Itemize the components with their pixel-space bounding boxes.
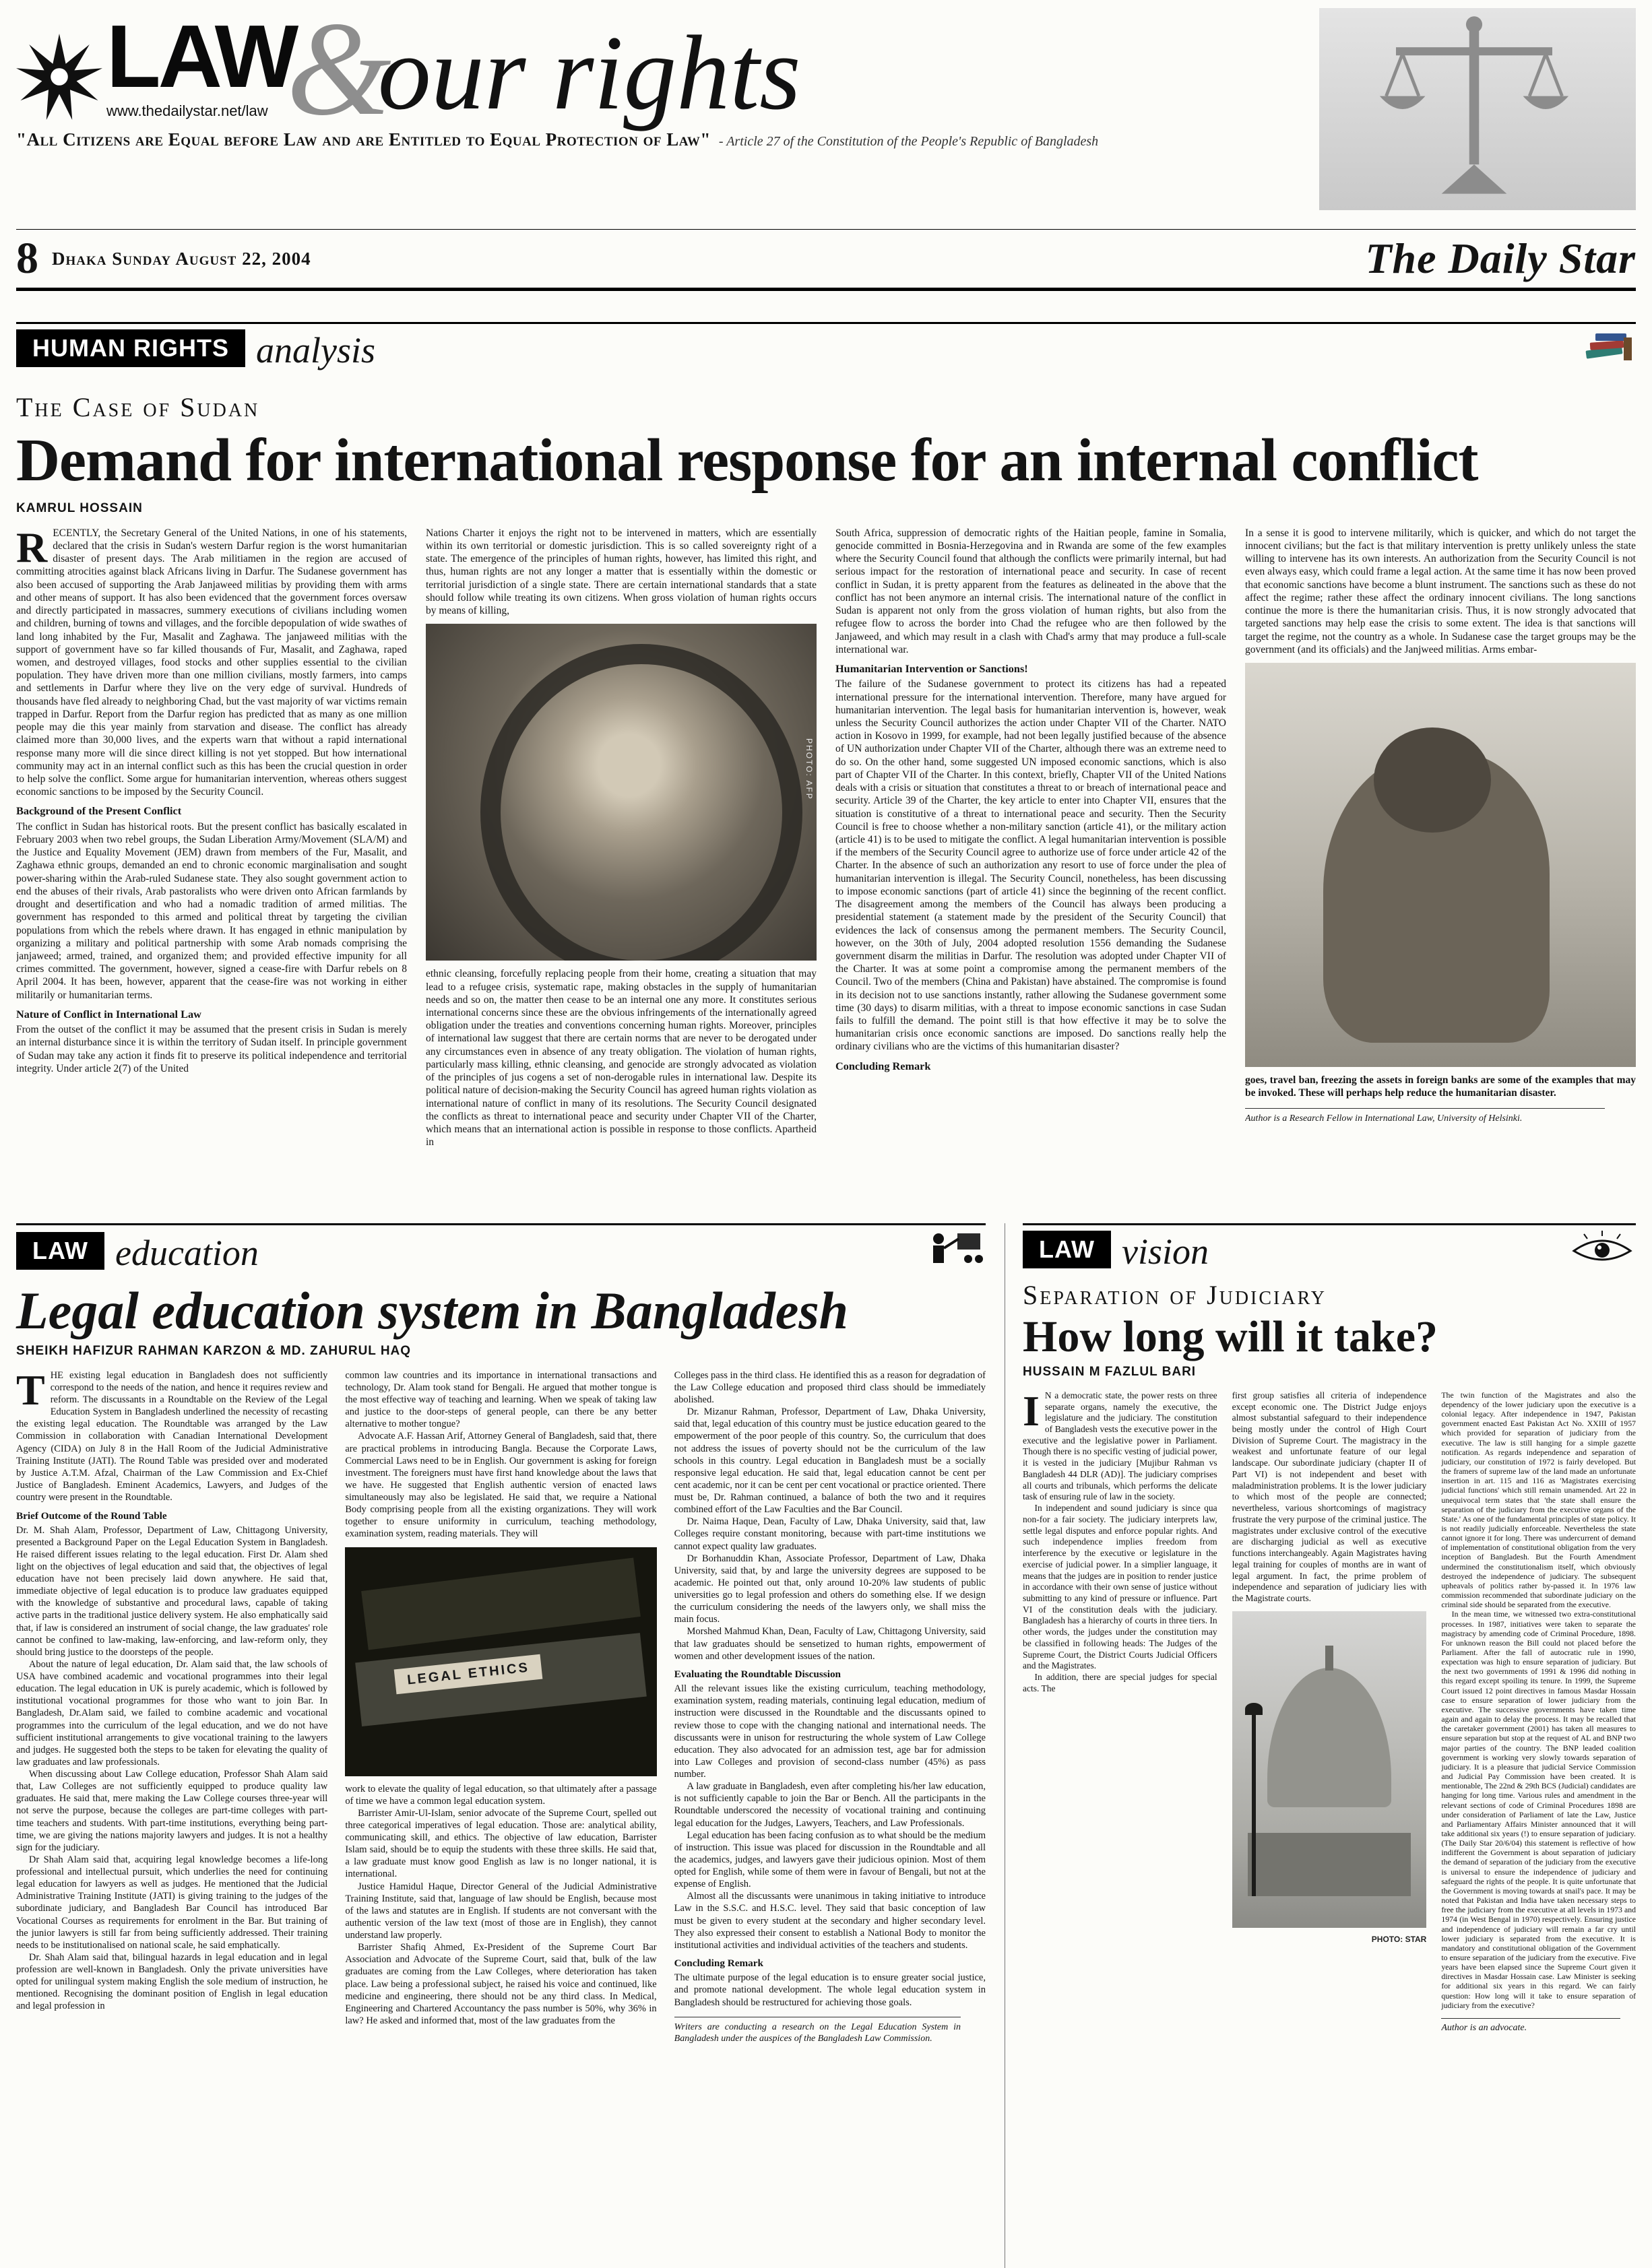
body-paragraph: Dr. Shah Alam said that, bilingual hazards in legal education and in legal profession are well-known in Bangladesh. Only the private universities have opted for unilingual system making English the sole medium of instruction, he mentioned. Recognising the dominant position of English in legal education and legal profession in: [16, 1951, 328, 2012]
education-column-1: [16, 1369, 327, 2238]
body-paragraph: In addition, there are special judges for special acts. The: [1023, 1672, 1217, 1693]
subhead: Concluding Remark: [674, 1957, 763, 1970]
section-bar-vision: [1023, 1223, 1636, 1272]
vision-headline: How long will it take?: [1023, 1311, 1438, 1361]
section-bar-education: [16, 1223, 986, 1274]
court-dome: [1267, 1668, 1392, 1807]
body-paragraph: A law graduate in Bangladesh, even after completing his/her law education, is not sufficiently capable to join the Bar or Bench. All the participants in the Roundtable underscored the necessity of vocational training and continuing legal education for the Judges, Lawyers, Teachers, and Law Professionals.: [674, 1781, 986, 1829]
section-script-label: analysis: [255, 330, 375, 371]
body-paragraph: IN a democratic state, the power rests on three separate organs, namely the executive, the legislature and the judiciary. The constitution of Bangladesh vests the executive power in the executive and the legislative power in Parliament. Though there is no specific vesting of judicial power, it is vested in the judiciary [Mujibur Rahman vs Bangladesh 44 DLR (AD)]. The judiciary comprises all courts and tribunals, which performs the delicate task of ensuring rule of law in the society.: [1023, 1390, 1217, 1502]
author-footnote: Author is an advocate.: [1441, 2018, 1620, 2034]
starburst-icon: [16, 34, 102, 120]
body-paragraph: South Africa, suppression of democratic rights of the Haitian people, famine in Somalia, genocide committed in Bosnia-Herzegovina and in Rwanda are some of the few examples where the Security Council found that although the conflicts were primarily internal, but had serious impact for the restoration of international peace and security. In case of recent conflict in Sudan, it is pretty apparent from the features as delineated in the above that the conflict has not been anymore an internal crisis. The international nature of the conflict in Sudan is apparent not only from the gross violation of human rights, but also from the refugee flow to across the border into Chad the refugee who are then followed by the Janjaweed, and which may result in a clash with Chad's army that may produce a full-scale international war.: [835, 527, 1226, 655]
education-columns: [16, 1369, 986, 2238]
law-books-photo: [345, 1547, 656, 1776]
section-label: LAW: [16, 1232, 104, 1270]
article-column-4: [1245, 527, 1636, 1200]
court-base: [1248, 1833, 1411, 1896]
lamppost: [1252, 1712, 1256, 1896]
body-paragraph: The ultimate purpose of the legal education is to ensure greater social justice, and promote national development. The whole legal education system in Bangladesh should be restructured for achieving those goals.: [674, 1972, 986, 2008]
writers-footnote: Writers are conducting a research on the Legal Education System in Bangladesh under the auspices of the Bangladesh Law Commission.: [674, 2017, 961, 2045]
article-columns: [16, 527, 1636, 1200]
body-paragraph: THE existing legal education in Bangladesh does not sufficiently correspond to the needs of the nation, and hence it requires review and reform. The discussants in a Roundtable on the Review of the Legal Education System in Bangladesh underlined the necessity of recasting the existing legal education. The Roundtable was arranged by the Law Commission in collaboration with Canadian International Development Agency (CIDA) on July 8 in the Hall Room of the Judicial Administrative Training Institute (JATI). The Round Table was presided over and moderated by Justice A.T.M. Afzal, Chairman of the Law Commission and Ex-Chief Justice of Bangladesh. Eminent Academics, Lawyers, and Judges of the country were present in the Roundtable.: [16, 1369, 328, 1503]
author-note: Author is a Research Fellow in International Law, University of Helsinki.: [1245, 1108, 1605, 1124]
article-column-3: [835, 527, 1226, 1200]
article-column-2: [426, 527, 817, 1200]
child-photo: [1245, 663, 1636, 1067]
photo-credit: PHOTO: AFP: [804, 738, 814, 801]
article-kicker: The Case of Sudan: [16, 392, 260, 422]
body-paragraph: ethnic cleansing, forcefully replacing people from their home, creating a situation that may lead to a refugee crisis, systematic rape, making obstacles in the supply of humanitarian needs and so on, the matter then cease to be an internal one any more. It constitutes serious international concerns since these are the obvious infringements of the internationally agreed obligation under the treaties and conventions concerning human rights. Moreover, principles of international law suggest that there are certain norms that are never to be derogated under any circumstances even in absence of any treaty obligation. The violation of human rights, particularly mass killing, ethnic cleansing, and genocide are strongly advocated as violation of the principles of jus cogens a set of non-derogable rules in international law. Despite its political nature of decision-making the Security Council has agreed human rights violation as international nature of conflict in many of its resolutions. The Security Council designated the conflicts as threat to international peace and security under Chapter VII of the Charter, which means that an international action is possible in response to those conflicts. Apartheid in: [426, 968, 817, 1148]
section-label: HUMAN RIGHTS: [16, 329, 245, 367]
daily-star-logo: The Daily Star: [1365, 234, 1636, 282]
body-paragraph: In a sense it is good to intervene militarily, which is quicker, and which do not target the innocent civilians; but the fact is that military intervention is pretty unlikely unless the state willing to intervene has its own interests. An authorization from the Security Council is not even always easy, which could frame a legal action. At the same time it has now been proved that economic sanctions have become a blunt instrument. The sanctions such as these do not affect the regime; rather these affect the ordinary innocent civilians. The long sanctions continue the more is there the humanitarian crisis. Thus, it is now strongly advocated that targeted sanctions may help ease the crisis to some extent. The idea is that sanctions will target the regime, not the country as a whole. In Sudanese case the target groups may be the government (and its officials) and the Janjweed militias. Arms embar-: [1245, 527, 1636, 655]
body-paragraph: Justice Hamidul Haque, Director General of the Judicial Administrative Training Institute, said that, language of law should be English, because most of the laws and statutes are in English. If students are not conversant with the authentic version of the law text (most of those are in English), they cannot understand law properly.: [345, 1881, 657, 1941]
byline: KAMRUL HOSSAIN: [16, 500, 143, 515]
masthead-url: www.thedailystar.net/law: [106, 102, 268, 120]
subhead: Humanitarian Intervention or Sanctions!: [835, 662, 1028, 675]
education-column-3: [674, 1369, 986, 2238]
byline: HUSSAIN M FAZLUL BARI: [1023, 1364, 1197, 1379]
page-header: [16, 0, 1636, 291]
body-paragraph: In the mean time, we witnessed two extra-constitutional processes. In 1987, initiatives were taken to separate the magistracy by amending code of Criminal Procedure, 1898. For unknown reason the Bill could not placed before the Parliament. After the fall of autocratic rule in 1990, expectation was high to ensure separation of judiciary. But the next two governments of 1991 & 1996 did nothing in this regard except spoiling its tenure. In 1999, the Supreme Court issued 12 point directives in famous Masdar Hossain case to ensure separation of lower judiciary from the executive. The successive governments have taken time again and again to delay the process. It may be recalled that the caretaker government (2001) has taken all measures to ensure separation but stop at the request of AL and BNP two major parties of the country. The BNP leaded coalition government is working very slowly towards separation of judiciary. It is a pleasure that judicial Service Commission and Judicial Pay Commission have been created. It is mentionable, The 22nd & 29th BCS (Judicial) candidates are hanging for long time. Various rules and amendment in the relevant sections of code of Criminal Procedures 1898 are under consideration of Parliament of late the Law, Justice and Parliamentary Affairs Minister announced that it will take additional six years (!) to ensure separation of judiciary. (The Daily Star 20/6/04) this statement is reflective of how indifferent the Government is about separation of judiciary the demand of separation of the judiciary from the executive is universal to ensure the independence of judiciary and safeguard the rights of the people. It is quite unfortunate that the Government is moving towards at snail's pace. It may be noted that Pakistan and India have taken necessary steps to free the judiciary from the executive at all levels in 1973 and 1974 (in West Bengal in 1970) respectively. Ensuring justice and independence of judiciary will remain a far cry until lower judiciary is separated from the executive. It is mandatory and constitutional obligation of the Government to ensure separation of the judiciary from the executive. Five years have been elapsed since the Supreme Court given it directives in Masdar Hossain case. Law Minister is seeking for additional six years in this regard. We can fairly question: How long will it take to ensure separation of judiciary from the executive?: [1441, 1609, 1636, 2010]
teacher-icon: [924, 1231, 986, 1270]
sudan-article: [16, 391, 1636, 1200]
photo-credit: PHOTO: STAR: [1371, 1934, 1427, 1944]
body-paragraph: Almost all the discussants were unanimous in taking initiative to introduce Law in the S.S.C. and H.S.C. level. They said that basic conception of law must be given to every student at the secondary and higher secondary level. They also expressed their consent to establish a National Body to monitor the institutional activities and individual activities of the teachers and students.: [674, 1891, 986, 1951]
body-paragraph: Barrister Shafiq Ahmed, Ex-President of the Supreme Court Bar Association and Advocate of the Supreme Court, said that, bulk of the law graduates are coming from the Law Colleges, where deterioration has taken place. Law being a professional subject, he raised his voice and continued, like medicine and engineering, there should not be any third class. In Medical, Engineering and Chartered Accountancy the pass number is 50%, why 36% in law? He asked and informed that, most of the law graduates from the: [345, 1942, 657, 2026]
body-paragraph: The failure of the Sudanese government to protect its citizens has had a repeated international pressure for the international intervention. Therefore, many have argued for humanitarian intervention. The legal basis for humanitarian intervention is, however, weak unless the Security Council authorizes the action under Chapter VII of the Charter. NATO action in Kosovo in 1999, for example, had not been legally justified because of the absence of UN authorization under Chapter VII of the Charter, although there was an extreme need to do so. On the other hand, some suggested UN imposed economic sanctions, which is also part of Chapter VII of the Charter. In this context, briefly, Chapter VII of the United Nations deals with a crisis or situation that constitutes a threat to or breach of international peace and security. Article 39 of the Charter, the key article to enter into Chapter VII, ensures that the situation is constitutive of a threat to international peace and security. Then the Security Council is free to choose whether a non-military sanction (article 41), or the military action (article 41) is to be used to mitigate the conflict. A legal humanitarian intervention is possible if the members of the Security Council agree to authorize use of force under article 42 of the Charter. In the absence of such an authorization any resort to use of force under the plea of humanitarian intervention is illegal. The Security Council, nonetheless, has been discussing to impose economic sanctions (part of article 41) since the beginning of the recent conflict. The disagreement among the members of the Council has always been producing a presidential statement (a statement made by the president of the Security Council) that evidences the lack of consensus among the permanent members. The Security Council, however, on the 30th of July, 2004 adopted resolution 1556 demanding the Sudanese government disarm the militias in Darfur. The resolution was adopted under Chapter VII of the Charter. It was at some point a compromise among the permanent members of the Council. Two of the members (China and Pakistan) have abstained. The compromise is found in its decision not to use sanctions instantly, rather allowing the Sudanese government some time (30 days) to disarm militias, with a threat to impose economic sanctions in case Sudan fails to fulfill the demand. The point still is that how effective it may be to solve the humanitarian crisis once economic sanctions are imposed. Do sanctions really help the ordinary civilians who are the victims of this humanitarian disaster?: [835, 678, 1226, 1053]
law-vision-section: [1005, 1223, 1636, 2268]
subhead: Background of the Present Conflict: [16, 805, 182, 818]
body-paragraph: Dr Borhanuddin Khan, Associate Professor, Department of Law, Dhaka University, said that, by and large the university degrees are supposed to be academic. He pointed out that, only around 10-20% law students of public universities go to legal profession and others do something else. If we design the curriculum considering the needs of the lawyers only, we shall miss the main focus.: [674, 1553, 986, 1625]
body-paragraph: RECENTLY, the Secretary General of the United Nations, in one of his statements, declared that the crisis in Sudan's western Darfur region is the worst humanitarian disaster of present days. The Arab militiamen in the region are accused of committing atrocities against black Africans living in Darfur. The Sudanese government has also been accused of supporting the Arab Janjaweed militias by providing them with arms and other means of support. It has also been evidenced that the government forces oversaw and directly participated in massacres, summery executions of civilians including women and children, burning of towns and villages, and the forcible depopulation of wide swathes of land long inhabited by the Fur, Masalit and Zaghawa. The janjaweed militias with the support of government have so far killed thousands of Fur, Masalit, and Zaghawa, raped women, and destroyed villages, food stocks and other supplies essential to the civilian population. They have driven more than one million civilians, mostly farmers, into camps and settlements in Darfur where they live on the very edge of survival. Hundreds of thousands have fled already to neighboring Chad, but the vast majority of war victims remain trapped in Darfur. Report from the Darfur region has predicted that as many as one million people may die this year mainly from starvation and disease. The conflict has already claimed more than 30,000 lives, and the experts warn that without a rapid international response many more will die since direct killing is not yet stopped. But how international community may act in an internal conflict such as this has been the crucial question in order to help solve the conflict. Some argue for humanitarian intervention, whereas others suggest economic sanctions to be imposed by the Security Council.: [16, 526, 407, 798]
photo-caption: goes, travel ban, freezing the assets in foreign banks are some of the examples that may be invoked. These will perhaps help reduce the humanitarian disaster.: [1245, 1074, 1636, 1099]
subhead: Nature of Conflict in International Law: [16, 1008, 201, 1020]
body-paragraph: The conflict in Sudan has historical roots. But the present conflict has basically escalated in February 2003 when two rebel groups, the Sudan Liberation Army/Movement (SLA/M) and the Justice and Equality Movement (JEM) drawn from members of the Fur, Masalit, and Zaghawa ethnic groups, demanded an end to chronic economic marginalisation and sought power-sharing within the Arab-ruled Sudanese state. They also sought government action to end the abuses of their rivals, Arab pastoralists who were driven onto African farmlands by drought and desertification and who had a nomadic tradition of armed militias. The government has responded to this armed and political threat by targeting the civilian populations from which the rebels where drawn. It has engaged in ethnic manipulation by organizing a military and political partnership with some Arab nomads comprising the janjaweed; armed, trained, and organized them; and provided effective impunity for all crimes committed. The government, however, signed a cease-fire with Darfur rebels on 8 April 2004. It has been, however, apparent that the cease-fire was not working in either militarily or humanitarian terms.: [16, 820, 407, 1001]
book-spine-title: LEGAL ETHICS: [394, 1654, 543, 1694]
dateline: Dhaka Sunday August 22, 2004: [52, 248, 311, 269]
byline: SHEIKH HAFIZUR RAHMAN KARZON & MD. ZAHURUL HAQ: [16, 1343, 412, 1358]
article-column-1: [16, 527, 407, 1200]
subhead: Brief Outcome of the Round Table: [16, 1510, 167, 1522]
subhead: Concluding Remark: [835, 1060, 931, 1072]
section-label: LAW: [1023, 1231, 1111, 1268]
bottom-sections: [16, 1223, 1636, 2268]
education-column-2: [345, 1369, 656, 2238]
body-paragraph: When discussing about Law College education, Professor Shah Alam said that, Law Colleges are not sufficiently equipped to produce quality law graduates. He said that, mere making the Law College courses three-year will not serve the purpose, because the colleges are part-time colleges with part-time teachers and students. With part-time institutions, everything being part-time, we are giving the nations majority lawyers and judges. It is not a healthy sign for the judiciary.: [16, 1769, 328, 1853]
body-paragraph: All the relevant issues like the existing curriculum, teaching methodology, examination system, reading materials, continuing legal education, medium of instruction were discussed in the Roundtable and the discussants opined to review those to cope with the changing national and international needs. The discussants were in unison for restructuring the whole system of Law College education. They also advocated for an admission test, age bar for admission into Law Colleges and provision of second-class number (45%) as pass number.: [674, 1683, 986, 1780]
body-paragraph: Legal education has been facing confusion as to what should be the medium of instruction. This issue was placed for discussion in the Roundtable and all the academics, judges, and lawyers gave their judicious opinion. Most of them opted for English, while some of them were in favour of Bengali, but not at the expense of English.: [674, 1829, 986, 1890]
body-paragraph: work to elevate the quality of legal education, so that ultimately after a passage of time we have a common legal education system.: [345, 1783, 657, 1807]
body-paragraph: Nations Charter it enjoys the right not to be intervened in matters, which are essentially within its own territorial or domestic jurisdiction. This is so called sovereignty right of a state. The emergence of the principles of human rights, however, has limited this right, and thus, human rights are not any longer a matter that is essentially within the domestic or territorial jurisdiction of a single state. There are certain international standards that a state should follow while treating its own citizens. When gross violation of human rights occurs by means of killing,: [426, 527, 817, 617]
section-script-label: vision: [1121, 1231, 1209, 1272]
main-headline: Demand for international response for an internal conflict: [16, 427, 1478, 494]
tagline-source: - Article 27 of the Constitution of the People's Republic of Bangladesh: [718, 134, 1099, 150]
books-icon: [1582, 331, 1636, 367]
body-paragraph: Colleges pass in the third class. He identified this as a reason for degradation of the Law College education and proposed third class should be immediately abolished.: [674, 1369, 986, 1406]
body-paragraph: Dr. Mizanur Rahman, Professor, Department of Law, Dhaka University, said that, legal education of this country must be justice education geared to the empowerment of the poor people of this country. So, the curriculum that does not address the issues of poverty should not be the curriculum of the law schools in this country. Legal education in Bangladesh must be a socially responsive legal education. He said that, legal education cannot be cent per cent academic, nor it can be cent per cent vocational or practice oriented. There must be, Dr. Rahman continued, a balance of both the two and it requires combined effort of the Law Faculties and the Bar Council.: [674, 1406, 986, 1516]
scales-of-justice-icon: [1339, 9, 1609, 209]
vision-column-2: [1232, 1390, 1427, 2268]
logo-our-rights: our rights: [377, 13, 801, 132]
vision-column-3: [1441, 1390, 1636, 2268]
body-paragraph: common law countries and its importance in international transactions and technology, Dr. Alam took stand for Bengali. He argued that mother tongue is the most effective way of teaching and learning. When we speak of taking law and justice to the door-steps of general people, can there be any better alternative to mother tongue?: [345, 1369, 657, 1430]
section-script-label: education: [115, 1233, 259, 1274]
page-number: 8: [16, 234, 38, 283]
eye-icon: [1568, 1231, 1636, 1268]
vision-column-1: [1023, 1390, 1217, 2268]
masthead: [16, 0, 1636, 222]
dateline-row: [16, 229, 1636, 291]
body-paragraph: Barrister Amir-Ul-Islam, senior advocate of the Supreme Court, spelled out three categorical imperatives of legal education. Those are: analytical ability, communicating skill, and ethics. The objective of law education, Barrister Islam said, should be to equip the students with these three skills. He said that, a law graduate must know good English as law is no longer national, it is international.: [345, 1807, 657, 1880]
logo-ampersand: &: [286, 0, 391, 144]
article-kicker: Separation of Judiciary: [1023, 1279, 1327, 1310]
tagline-text: "All Citizens are Equal before Law and are Entitled to Equal Protection of Law": [16, 129, 711, 150]
body-paragraph: In independent and sound judiciary is since qua non-for a fair society. The judiciary interprets law, settle legal disputes and enforce popular rights. And such independence implies freedom from interference by the executive or legislature in the exercise of judicial power. In a simplier language, it means that the judges are in position to render justice in accordance with their own sense of justice without submitting to any kind of pressure or influence. Part VI of the constitution deals with the judiciary. Bangladesh has a hierarchy of courts in three tiers. In other words, the judges under the constitution may be classified in following heads: The Judges of the Supreme Court, the District Courts Judicial Officers and the Magistrates.: [1023, 1503, 1217, 1671]
body-paragraph: Advocate A.F. Hassan Arif, Attorney General of Bangladesh, said that, there are practical problems in introducing Bangla. Because the Corporate Laws, Commercial Laws need to be in English. Our government is asking for foreign investment. The foreigners must have first hand knowledge about the laws that we have. He suggested that English authentic version of enacted laws simultaneously may also be legislated. He said that, we require a National Body comprising people from all the existing organizations. They will work together to ensure uniformity in curriculum, teaching methodology, examination system, reading materials. They will: [345, 1431, 657, 1540]
section-bar-human-rights: [16, 322, 1636, 371]
logo-law: LAW: [106, 7, 296, 106]
body-paragraph: Dr. Naima Haque, Dean, Faculty of Law, Dhaka University, said that, law Colleges require constant monitoring, because with part-time institutions we cannot expect quality law graduates.: [674, 1516, 986, 1552]
vision-columns: [1023, 1390, 1636, 2268]
body-paragraph: first group satisfies all criteria of independence except economic one. The District Judge enjoys almost substantial safeguard to their independence being mostly under the control of High Court Division of Supreme Court. The magistracy in the weakest and unfortunate feature of our legal landscape. Our subordinate judiciary (chapter II of Part VI) is not independent and beset with maladministration problems. It is the lower judiciary to which most of the people are connected; nevertheless, various shortcomings of magistracy frustrate the very purpose of the criminal justice. The magistrates under exclusive control of the executive are discharging judicial as well as executive functions interchangeably. Again Magistrates having legal training for couples of months are in want of legal argument. In fact, the prime problem of independence and separation of judiciary lies with the Magistrate courts.: [1232, 1390, 1427, 1604]
body-paragraph: About the nature of legal education, Dr. Alam said that, the law schools of USA have combined academic and vocational programmes into their legal education. The legal education in UK is purely academic, which is followed by institutional vocational programmes for those who want to join Bar. In Bangladesh, Dr.Alam said, we failed to combine academic and vocational programmes into the curriculum of the legal education, and we do not have sufficient institutional arrangements to give vocational training to the lawyers and judges. He suggested both the steps to be taken for elevating the quality of law graduates and law professionals.: [16, 1658, 328, 1768]
body-paragraph: From the outset of the conflict it may be assumed that the present crisis in Sudan is merely an internal disturbance since it is within the territory of Sudan itself. In principle government of Sudan may take any action it finds fit to preserve its political independence and territorial integrity. Under article 2(7) of the United: [16, 1024, 407, 1074]
body-paragraph: Morshed Mahmud Khan, Dean, Faculty of Law, Chittagong University, said that law graduates should be sensetized to human rights, empowerment of women and other development issues of the nation.: [674, 1626, 986, 1662]
subhead: Evaluating the Roundtable Discussion: [674, 1668, 841, 1681]
body-paragraph: Dr Shah Alam said that, acquiring legal knowledge becomes a life-long professional and intellectual pursuit, which underlies the need for continuing legal education for lawyers as well as judges. He mentioned that the Judicial Administrative Training Institute (JATI) is giving training to the judges of the subordinate judiciary, and Bangladesh Bar Council has introduced Bar Vocational Courses as requirements for enrolment in the Bar. But training of the junior lawyers is still far from being sufficiently addressed. Their training needs to be institutionalised on national scale, he said emphatically.: [16, 1854, 328, 1951]
education-headline: Legal education system in Bangladesh: [16, 1281, 849, 1340]
law-education-section: [16, 1223, 1005, 2268]
body-paragraph: Dr. M. Shah Alam, Professor, Department of Law, Chittagong University, presented a Background Paper on the Legal Education System in Bangladesh. He raised different issues relating to the legal education. First Dr. Alam shed light on the objectives of legal education and said that, the objectives of legal education have not been precisely laid down anywhere. He said that, immediate objective of legal education is to produce law graduates equipped with the knowledge of substantive and procedural laws, capable of taking active parts in the traditional justice delivery system. He also emphatically said that, if law is considered an instrument of social change, the law graduates' role cannot be confined to law-making, law-enforcing, and law-reform only, they should bring justice to the doorsteps of the people.: [16, 1524, 328, 1658]
body-paragraph: The twin function of the Magistrates and also the dependency of the lower judiciary upon the executive is a colonial legacy. After independence in 1947, Pakistan government enacted East Pakistan Act No. XXIII of 1957 which provided for separation of judiciary from the executive. The law is still hanging for a simple gazette notification. As regards independence and separation of judiciary, our constitution of 1972 is fairly developed. But the framers of supreme law of the land made an unfortunate insertion in art. 115 and 116 as 'Magistrates exercising judicial functions' which still remain unamended. Art 22 in unequivocal term states that 'the state shall ensure the separation of the judiciary from the executive organs of the State.' As one of the fundamental principles of state policy. It is not readily judicially enforceable. Nevertheless the state cannot ignore it for long. There was undercurrent of demand of implementation of constitutional obligation from the very inception of Bangladesh. But the Fourth Amendment undermined the constitutionalism itself, which obviously destroyed the independence of judiciary. The subsequent upheavals of politics rather by-passed it. In 1976 law commission recommended that subordinate judiciary on the criminal side should be separated from the executive.: [1441, 1390, 1636, 1610]
refugee-woman-photo: [426, 624, 817, 961]
supreme-court-photo: [1232, 1611, 1427, 1928]
